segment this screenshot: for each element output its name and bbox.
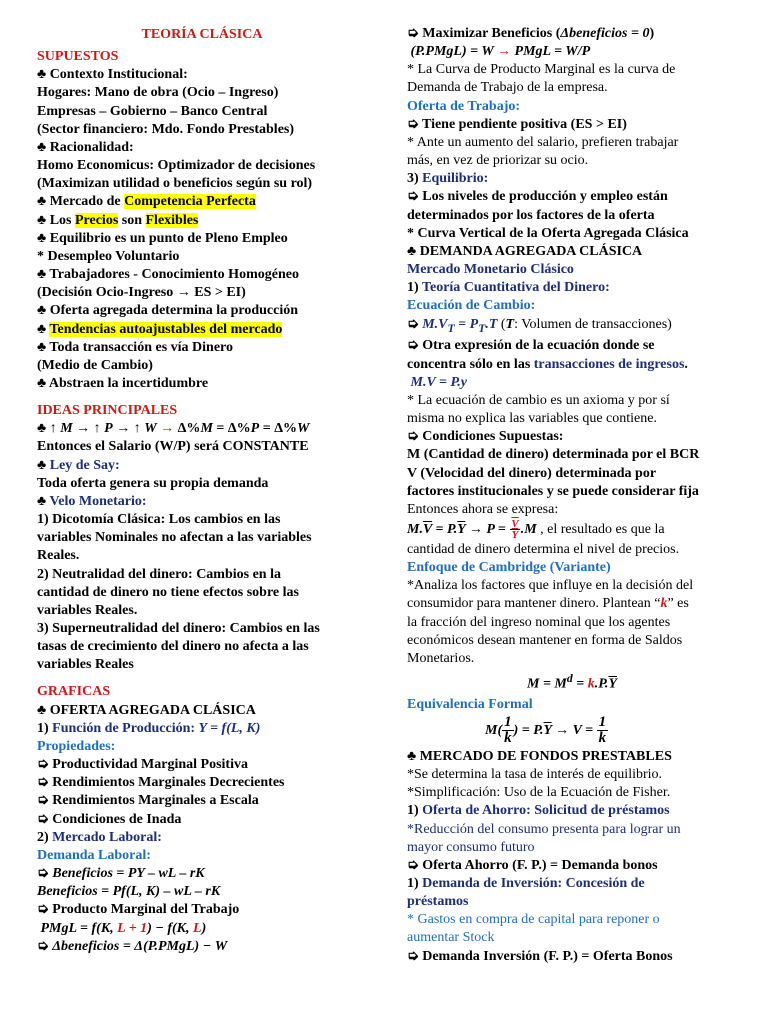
text-span: ➭	[37, 938, 53, 954]
text-span: .	[684, 356, 688, 372]
text-line: *Analiza los factores que influye en la decisión del	[407, 578, 694, 594]
math-part: .T	[485, 316, 498, 332]
text-line: * La ecuación de cambio es un axioma y por sí	[407, 392, 670, 408]
text-line	[407, 595, 737, 613]
text-line: ♣ MERCADO DE FONDOS PRESTABLES	[407, 748, 672, 764]
subheading: Velo Monetario:	[49, 493, 147, 509]
math-part: → P =	[465, 522, 510, 538]
text-line: determinados por los factores de la oferta	[407, 207, 655, 223]
math-part: ) = P.	[513, 722, 544, 738]
math-red: L + 1	[117, 920, 148, 936]
section-heading-supuestos: SUPUESTOS	[37, 49, 119, 65]
math-part: $\overline{Y}$	[608, 676, 617, 692]
math-part: .P.	[594, 676, 609, 692]
text-line	[407, 875, 737, 893]
formula-line	[37, 865, 367, 883]
text-line: ♣ OFERTA AGREGADA CLÁSICA	[37, 702, 256, 718]
text-line: (Sector financiero: Mdo. Fondo Prestables)	[37, 121, 295, 137]
text-line: * Curva Vertical de la Oferta Agregada Clásica	[407, 225, 689, 241]
text-line: * Gastos en compra de capital para reponer o	[407, 912, 660, 928]
text-span: ♣ Los	[37, 212, 75, 228]
text-line: ➭ Rendimientos Marginales Decrecientes	[37, 775, 285, 791]
highlighted-text: Flexibles	[145, 212, 199, 228]
text-line: ➭ Producto Marginal del Trabajo	[37, 902, 240, 918]
math-formula: PMgL = W/P	[511, 44, 591, 60]
formula-line	[407, 519, 737, 541]
text-line: más, en vez de priorizar su ocio.	[407, 153, 589, 169]
formula-line	[407, 25, 737, 43]
text-line	[407, 802, 737, 820]
text-line: *Reducción del consumo presenta para lograr un	[407, 821, 681, 837]
text-line: ♣ Trabajadores - Conocimiento Homogéneo	[37, 267, 299, 283]
fraction-denominator: k	[598, 730, 607, 747]
text-line: la fracción del ingreso nominal que los agentes	[407, 614, 671, 630]
text-span: = Δ%	[212, 421, 251, 437]
highlighted-text: Tendencias autoajustables del mercado	[49, 321, 283, 337]
text-line: ♣ Racionalidad:	[37, 139, 134, 155]
text-line: 3) Superneutralidad del dinero: Cambios en las	[37, 621, 320, 636]
text-line: Hogares: Mano de obra (Ocio – Ingreso)	[37, 85, 279, 101]
math-subscript: T	[478, 321, 486, 335]
math-var: W	[296, 421, 310, 437]
math-part: $\overline{V}$	[422, 522, 433, 538]
text-line: * Desempleo Voluntario	[37, 248, 180, 264]
text-line: cantidad de dinero determina el nivel de precios.	[407, 542, 680, 558]
text-line: ➭ Oferta Ahorro (F. P.) = Demanda bonos	[407, 857, 658, 873]
math-formula: Δbeneficios = Δ(P.PMgL) − W	[52, 938, 228, 954]
subheading: Oferta de Trabajo:	[407, 98, 521, 114]
subheading: Mercado Monetario Clásico	[407, 262, 574, 278]
text-span: son	[118, 212, 146, 228]
math-formula: (P.PMgL) = W	[410, 44, 498, 60]
text-line: misma no explica las variables que contiene.	[407, 411, 657, 427]
text-line: variables Reales	[37, 657, 134, 673]
text-span: = Δ%	[259, 421, 297, 437]
formula-line	[407, 316, 737, 338]
text-line: ➭ Productividad Marginal Positiva	[37, 757, 248, 773]
text-line: ➭ Demanda Inversión (F. P.) = Oferta Bonos	[407, 948, 673, 964]
math-part: M.V	[422, 316, 448, 332]
formula-line	[407, 668, 737, 696]
subheading: Función de Producción:	[52, 720, 199, 736]
fraction-numerator: 1	[504, 714, 512, 731]
text-line: ➭ Condiciones Supuestas:	[407, 429, 564, 445]
text-span: ➭ Maximizar Beneficios (	[407, 26, 561, 41]
text-span: ♣ Mercado de	[37, 194, 125, 210]
math-formula: Δbeneficios = 0	[560, 26, 650, 41]
text-span: 2)	[37, 829, 53, 845]
text-line: * Ante un aumento del salario, prefieren trabajar	[407, 134, 679, 150]
text-line: *Se determina la tasa de interés de equilibrio.	[407, 767, 663, 783]
section-heading-graficas: GRAFICAS	[37, 684, 111, 700]
text-line: mayor consumo futuro	[407, 839, 535, 855]
text-line: Toda oferta genera su propia demanda	[37, 475, 269, 491]
text-span: → ↑	[72, 421, 105, 437]
subheading: Equilibrio:	[422, 171, 489, 187]
text-span: consumidor para mantener dinero. Plantean “	[407, 596, 661, 612]
text-line: cantidad de dinero no tiene efectos sobre las	[37, 584, 299, 600]
text-line: ♣ DEMANDA AGREGADA CLÁSICA	[407, 243, 643, 259]
subheading: Enfoque de Cambridge (Variante)	[407, 560, 611, 576]
text-line: Entonces el Salario (W/P) será CONSTANTE	[37, 439, 309, 455]
subheading: Equivalencia Formal	[407, 696, 533, 712]
text-line: V (Velocidad del dinero) determinada por	[407, 465, 657, 481]
text-span: 1)	[407, 280, 422, 296]
left-column	[37, 26, 367, 956]
text-line: préstamos	[407, 894, 469, 910]
math-part: M.	[407, 522, 423, 538]
text-span: ♣	[37, 493, 50, 509]
text-line: Empresas – Gobierno – Banco Central	[37, 103, 268, 119]
text-line: ➭ Otra expresión de la ecuación donde se	[407, 338, 655, 354]
text-span: 3)	[407, 171, 423, 187]
text-span: ♣	[37, 321, 50, 337]
text-line: aumentar Stock	[407, 930, 495, 946]
text-line: ♣ Abstraen la incertidumbre	[37, 375, 209, 391]
formula-line	[37, 920, 367, 938]
text-span: → ↑	[112, 421, 145, 437]
math-formula: Beneficios = PY – wL – rK	[52, 866, 205, 882]
text-span: ” es	[667, 596, 689, 612]
text-line: 1) Dicotomía Clásica: Los cambios en las	[37, 512, 281, 528]
text-line: Entonces ahora se expresa:	[407, 501, 559, 517]
subheading: Demanda de Inversión: Concesión de	[422, 876, 645, 892]
math-red: k	[587, 676, 595, 692]
text-line: ♣ Contexto Institucional:	[37, 67, 188, 83]
text-line: (Decisión Ocio-Ingreso → ES > EI)	[37, 285, 246, 301]
fraction	[597, 715, 609, 746]
text-span: ♣ ↑	[37, 421, 61, 437]
highlighted-text: Precios	[74, 212, 119, 228]
math-formula: M.V = P.y	[410, 374, 467, 390]
math-var: M	[60, 421, 73, 437]
text-line: Demanda de Trabajo de la empresa.	[407, 80, 608, 96]
subheading: Ley de Say:	[49, 457, 120, 473]
math-part: .M	[520, 522, 537, 538]
math-subscript: T	[447, 321, 455, 335]
text-line: ➭ Tiene pendiente positiva (ES > EI)	[407, 116, 627, 132]
right-column	[407, 25, 737, 966]
formula-line	[37, 420, 367, 438]
text-span: (	[497, 316, 506, 332]
text-line	[37, 457, 367, 475]
text-span: 1)	[407, 803, 423, 819]
text-line: variables Reales.	[37, 602, 138, 618]
text-line	[407, 356, 737, 374]
math-part: = P	[454, 316, 479, 332]
text-line: ➭ Los niveles de producción y empleo están	[407, 189, 668, 205]
highlighted-text: Competencia Perfecta	[124, 194, 256, 210]
math-part: → V =	[551, 722, 597, 738]
text-line	[407, 170, 737, 188]
text-span: ➭	[37, 866, 53, 882]
formula-line	[407, 374, 737, 392]
text-line	[37, 720, 367, 738]
text-line: Reales.	[37, 548, 80, 564]
subheading: Propiedades:	[37, 738, 116, 754]
subheading: Mercado Laboral:	[52, 829, 162, 845]
text-line	[407, 279, 737, 297]
text-line	[37, 321, 367, 339]
math-part: M(	[485, 722, 503, 738]
math-var: W	[144, 421, 157, 437]
text-line: (Maximizan utilidad o beneficios según su rol)	[37, 176, 313, 192]
subheading: Oferta de Ahorro: Solicitud de préstamos	[422, 803, 670, 819]
text-span: 1)	[37, 720, 53, 736]
text-line: ♣ Oferta agregada determina la producción	[37, 303, 299, 319]
text-span: Δ%	[177, 421, 201, 437]
text-line: Monetarios.	[407, 650, 475, 666]
math-var: P	[104, 421, 113, 437]
subheading: Teoría Cuantitativa del Dinero:	[421, 280, 610, 296]
subheading: Demanda Laboral:	[37, 847, 151, 863]
text-line: ➭ Rendimientos Marginales a Escala	[37, 793, 259, 809]
text-span: 1)	[407, 876, 423, 892]
math-part: M = M	[527, 676, 567, 692]
formula-line	[37, 938, 367, 956]
math-red: L	[193, 920, 202, 936]
text-line: * La Curva de Producto Marginal es la curva de	[407, 62, 676, 78]
math-part: =	[572, 676, 588, 692]
math-formula: Y = f(L, K)	[198, 720, 261, 736]
fraction-denominator: k	[504, 730, 512, 747]
math-var: P	[250, 421, 260, 437]
math-var: M	[200, 421, 213, 437]
text-line: tasas de crecimiento del dinero no afecta a las	[37, 639, 309, 655]
text-line	[37, 193, 367, 211]
math-formula: PMgL = f(K,	[40, 920, 118, 936]
text-span: )	[649, 26, 655, 41]
text-line: factores institucionales y se puede considerar fija	[407, 483, 699, 499]
text-span: , el resultado es que la	[536, 522, 665, 538]
subheading: Ecuación de Cambio:	[407, 298, 536, 314]
text-line	[37, 212, 367, 230]
fraction-denominator: Y	[511, 529, 519, 542]
text-line: ♣ Equilibrio es un punto de Pleno Empleo	[37, 230, 288, 246]
text-line: variables Nominales no afectan a las variables	[37, 530, 312, 546]
formula-line: Beneficios = Pf(L, K) – wL – rK	[37, 884, 221, 900]
text-line: ➭ Condiciones de Inada	[37, 811, 182, 827]
math-formula: )	[201, 920, 207, 936]
math-var: T	[505, 316, 515, 332]
text-span: ➭	[407, 316, 423, 332]
text-line: M (Cantidad de dinero) determinada por el BCR	[407, 447, 700, 463]
text-line: económicos desean mantener en forma de Saldos	[407, 632, 683, 648]
text-line	[37, 493, 367, 511]
text-line: 2) Neutralidad del dinero: Cambios en la	[37, 566, 281, 582]
text-span: : Volumen de transacciones)	[514, 316, 672, 332]
math-formula	[422, 316, 498, 335]
formula-line	[407, 714, 737, 748]
text-line: ♣ Toda transacción es vía Dinero	[37, 339, 233, 355]
red-arrow: →	[156, 421, 178, 437]
text-span: concentra sólo en las	[407, 356, 534, 372]
math-part: $\overline{Y}$	[543, 722, 552, 738]
subheading: transacciones de ingresos	[533, 356, 685, 372]
text-span: ♣	[37, 457, 50, 473]
math-var: k	[660, 596, 668, 612]
document-title: TEORÍA CLÁSICA	[141, 27, 263, 42]
fraction-numerator: $\overline{V}$	[511, 518, 519, 531]
math-superscript: d	[566, 672, 573, 686]
formula-line	[407, 43, 737, 61]
red-arrow: →	[497, 44, 512, 60]
text-line: Homo Economicus: Optimizador de decisiones	[37, 158, 316, 174]
math-part: = P.	[432, 522, 458, 538]
text-line	[37, 829, 367, 847]
fraction	[510, 519, 519, 540]
fraction-numerator: 1	[598, 714, 607, 731]
math-formula: ) − f(K,	[147, 920, 193, 936]
math-formula	[407, 518, 537, 542]
math-part: $\overline{Y}$	[457, 522, 466, 538]
fraction	[502, 715, 514, 746]
text-line: (Medio de Cambio)	[37, 357, 153, 373]
section-heading-ideas: IDEAS PRINCIPALES	[37, 403, 178, 419]
text-line: *Simplificación: Uso de la Ecuación de Fisher.	[407, 785, 671, 801]
